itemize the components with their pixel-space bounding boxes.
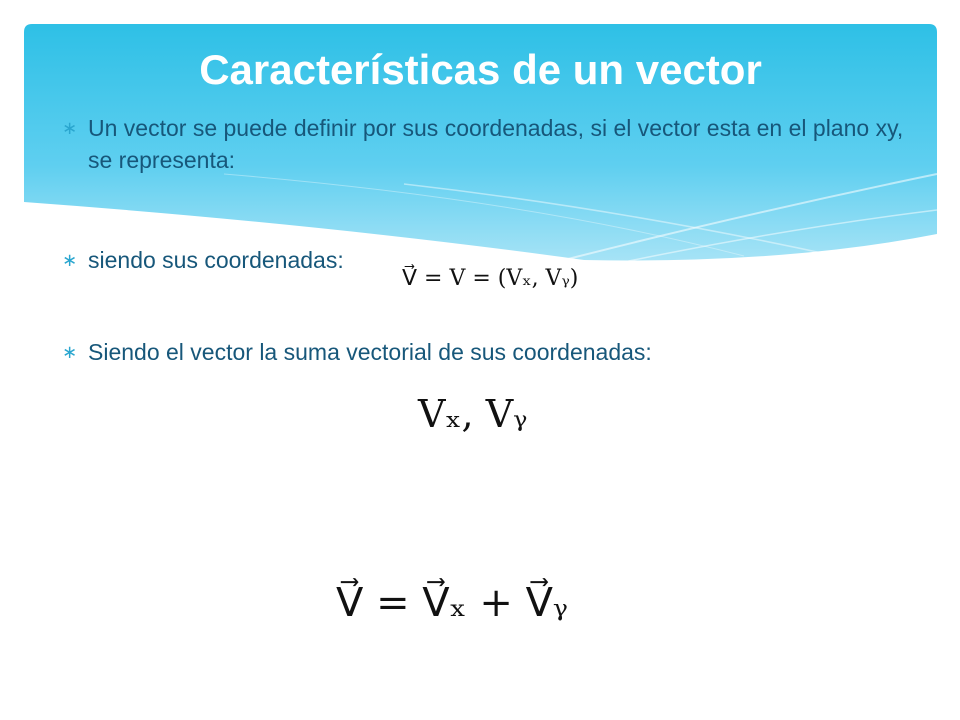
equation-vector-sum: V⃗ = V⃗ₓ + V⃗ᵧ [336, 580, 568, 626]
bullet-asterisk-icon: ∗ [62, 342, 78, 362]
bullet-text: Un vector se puede definir por sus coordenadas, si el vector esta en el plano xy, se representa: [88, 115, 904, 173]
bullet-asterisk-icon: ∗ [62, 250, 78, 270]
bullet-asterisk-icon: ∗ [62, 118, 78, 138]
equation-vector-representation: V⃗ = V = (Vₓ, Vᵧ) [402, 266, 579, 291]
bullet-text: siendo sus coordenadas: [88, 247, 344, 273]
slide-title: Características de un vector [199, 46, 762, 93]
equation-vector-components: Vₓ, Vᵧ [418, 392, 528, 436]
bullet-item [62, 336, 922, 368]
bullet-text: Siendo el vector la suma vectorial de sus coordenadas: [88, 339, 652, 365]
bullet-item [62, 112, 922, 176]
